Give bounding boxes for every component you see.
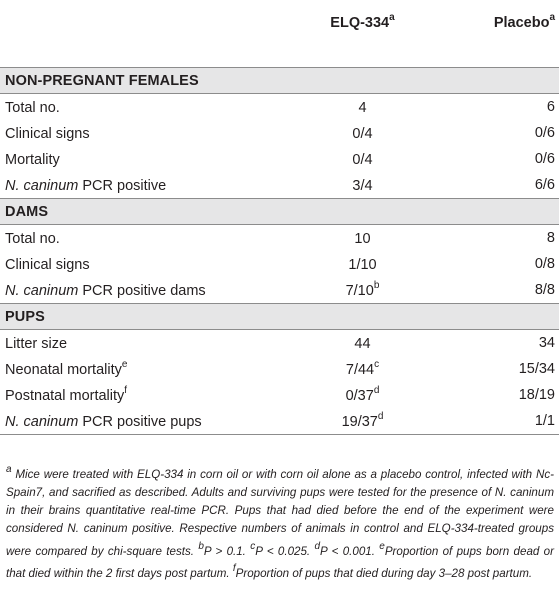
footnote-c-text: P < 0.025. [255,544,315,558]
cell-elq334 [247,225,432,252]
cell-elq334 [247,382,432,408]
cell-placebo-value: 0/8 [534,256,555,272]
row-label [0,277,247,304]
cell-placebo-value: 6/6 [534,177,555,193]
cell-elq334 [247,330,432,357]
cell-elq334-value: 10 [354,230,371,247]
cell-placebo-value: 8/8 [534,282,555,298]
footnote-b-text: P > 0.1. [203,544,251,558]
row-label-italic: N. caninum [5,282,79,299]
row-label [0,382,247,408]
header-row [0,0,559,68]
cell-elq334-value: 7/10 [345,282,374,299]
section-header-row [0,199,559,225]
section-title: DAMS [0,199,559,225]
row-label-text: Litter size [5,335,68,352]
cell-elq334 [247,251,432,277]
cell-elq334 [247,146,432,172]
table-row [0,225,559,252]
header-placebo-sup: a [549,12,555,23]
cell-elq334 [247,277,432,304]
section-title: NON-PREGNANT FEMALES [0,68,559,94]
table-footnote [6,462,554,583]
cell-elq334-sup: d [373,385,380,397]
cell-elq334 [247,408,432,435]
header-elq334 [247,0,432,68]
footnote-b-mark: b [198,540,204,552]
header-placebo [432,0,559,68]
section-title: PUPS [0,304,559,330]
table-row [0,382,559,408]
row-label-italic: N. caninum [5,413,79,430]
row-label-text: PCR positive pups [78,413,202,430]
row-label [0,251,247,277]
cell-elq334 [247,120,432,146]
row-label-text: Neonatal mortality [5,361,122,378]
row-label [0,356,247,382]
section-header-row [0,68,559,94]
table-row [0,408,559,435]
row-label-text: PCR positive [78,177,167,194]
cell-placebo-value: 1/1 [432,408,559,435]
header-elq334-sup: a [389,12,395,23]
row-label [0,330,247,357]
cell-elq334 [247,356,432,382]
footnote-c-mark: c [250,540,256,552]
footnote-e-text: Proportion of pups born dead or that died within the 2 first days post partum. [6,544,554,580]
row-label [0,94,247,121]
cell-placebo-value: 0/6 [534,125,555,141]
row-label-sup: f [124,385,128,397]
cell-elq334-sup: b [373,280,380,292]
cell-elq334 [247,94,432,121]
cell-placebo-value: 15/34 [518,361,555,377]
table-row [0,330,559,357]
cell-elq334-value: 0/4 [352,151,373,168]
table-row [0,277,559,304]
cell-placebo-value: 6 [546,99,555,115]
row-label-text: Clinical signs [5,256,90,273]
footnote-d-mark: d [314,540,321,552]
footnote-f-mark: f [232,562,236,574]
row-label-text: Total no. [5,99,60,116]
footnote-f-text: Proportion of pups that died during day 3–28 post partum. [235,566,533,580]
cell-elq334-value: 3/4 [352,177,373,194]
row-label-italic: N. caninum [5,177,79,194]
row-label [0,146,247,172]
cell-elq334-value: 19/37 [341,413,378,430]
cell-placebo-value: 34 [538,335,555,351]
cell-placebo-value: 0/6 [534,151,555,167]
cell-placebo-value: 18/19 [518,387,555,403]
cell-elq334-sup: c [374,359,380,371]
section-header-row [0,304,559,330]
table-row [0,94,559,121]
cell-elq334-value: 1/10 [348,256,377,273]
table-row [0,146,559,172]
cell-elq334-sup: d [377,411,384,423]
cell-elq334-value: 44 [354,335,371,352]
footnote-a-mark: a [6,464,12,475]
cell-elq334-value: 0/37 [345,387,374,404]
cell-elq334-value: 4 [358,99,367,116]
header-elq334-label: ELQ-334 [330,14,390,31]
footnote-e-mark: e [379,540,385,552]
cell-elq334-value: 7/44 [345,361,375,378]
row-label [0,408,247,435]
header-placebo-label: Placebo [493,14,550,31]
cell-placebo-value: 8 [546,230,555,246]
footnote-a-text: Mice were treated with ELQ-334 in corn oil or with corn oil alone as a placebo control, infected with Nc-Spain7, and sacrified as described. Adults and surviving pups were tested for the presence of N. caninum in their brains quantitative real-time PCR. Pups that had died before the end of the experiment were considered N. caninum positive. Respective numbers of animals in control and ELQ-334-treated groups were compared by chi-square tests. [6,467,554,558]
row-label-text: Mortality [5,151,60,168]
row-label [0,172,247,199]
row-label-sup: e [121,359,128,371]
table-row [0,120,559,146]
cell-elq334-value: 0/4 [352,125,373,142]
row-label-text: Total no. [5,230,60,247]
row-label [0,120,247,146]
cell-elq334 [247,172,432,199]
row-label-text: Postnatal mortality [5,387,125,404]
row-label [0,225,247,252]
header-empty [0,0,247,68]
table-row [0,172,559,199]
footnote-d-text: P < 0.001. [320,544,380,558]
row-label-text: Clinical signs [5,125,90,142]
table-row [0,356,559,382]
row-label-text: PCR positive dams [78,282,206,299]
table-row [0,251,559,277]
